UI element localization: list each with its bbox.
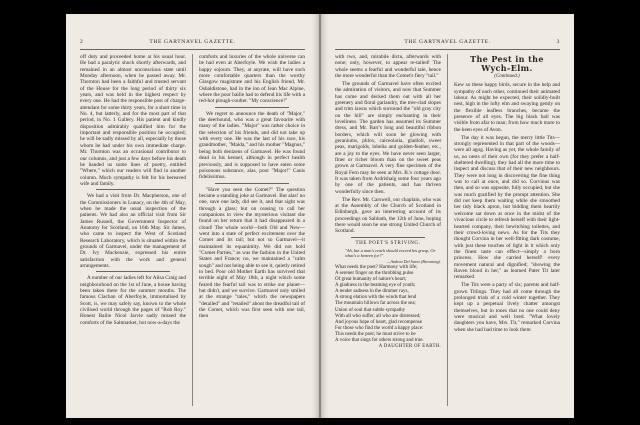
column-rule (447, 54, 448, 406)
paragraph: Kew so these happy birds, secure in the help and sympathy of each other, continued their animated labour. As might be expected, their solidly-built nest, high in the lofty elm and swaying gently on the flexible leafless branches, became the presence of all eyes. The big black ball was visible from afar to man; from how much more to the keen eyes of Avon. (454, 82, 560, 133)
section-separator (351, 237, 425, 238)
paragraph: off duty and proceeded home at his usual hour. He had a paralytic shock shortly afterwards, and remained in an almost unconscious state until Monday afternoon, when he passed away. Mr. Thornton had been a faithful and trusted servant of the House for the long period of thirty six years, and was held in the highest respect by every one. He had the responsible post of charge-attendant for some thirty years, for a short time in No. 4, but latterly, and for the most part of that period, in No. 1 Gallery. His patient and kindly disposition admirably qualified him for the important and responsible position he occupied; he will be sadly missed by all, especially by those whom he had under his own immediate charge. Mr. Thornton was an occasional contributor to our columns, and just a few days before his death he handed us some lines of poetry, entitled "Where," which our readers will find in another column. Much sympathy is felt for his bereaved wife and family. (80, 54, 186, 187)
paragraph: with two, and, mirabile dictu, afterwards with none; only, however, to appear re-tailed! The whole seems a fearful and wonderful tale, hence the more wonderful than the Comet's fiery "tail." (335, 54, 441, 80)
poem-line: With all who suffer, all who are distressed; (335, 313, 421, 319)
poem-signature: A DAUGHTER OF EARTH. (378, 344, 441, 350)
paragraph: The Tits were a party of six; parents and half-grown Titlings. They had all come through the prolonged trials of a cold winter together. They kept up a perpetual lively chatter amongst themselves, but in tones that no one could deny were musical and well bred. "What lovely daughters you have, Mrs. Tit," remarked Corvina when she had had time to look them (454, 282, 560, 333)
paragraph: A number of our ladies left for Ailsa Craig and neighbourhood on the 1st of June, a house having been taken there for the summer months. The famous Clachan of Aberfoyle, immortalised by Scott, is, we may safely say, known to the whole civilised world through the pages of "Rob Roy." Honest Bailie Nicol Jarvie sadly missed the comforts of the Saltmarket, but now-a-days the (80, 275, 186, 326)
column-rule (192, 54, 193, 406)
left-column-2 (199, 54, 305, 410)
section-separator (96, 271, 170, 272)
poem-title: THE POET'S STRIVING. (355, 240, 421, 246)
poem-line: And joyous hope of heart, glad recompense (335, 319, 423, 325)
section-separator (215, 183, 289, 184)
poem-line: For those who find the world a happy place: (335, 325, 424, 331)
poem-line: A gladness in the beaming eye of youth; (335, 283, 416, 289)
right-page (321, 14, 574, 418)
paragraph: We regret to announce the death of "Major," the deerhound, who was a great favourite with many of the ladies. "Major" was rather choice in the selection of his friends, and did not take up with every one. He was the last of his race, his grandmother, "Maida," and his mother "Magnus," being both denizens of Gartnavel. He was found dead in his kennel, although in perfect health previously, and is supposed to have eaten some poisonous substance, alas, poor "Major!" Canis fidelissimus. (199, 110, 305, 181)
poem-line: What needs the poet? Harmony with life; (335, 264, 418, 270)
paragraph: "Have you seen the Comet?" The question became a standing joke at Gartnavel. But alas! no one, save one lady, did see it, and that sight was through a glass; but on ceasing to call her companions to view the mysterious visitant she found on her return that it had disappeared in a cloud! The whole world—both Old and New—went into a state of perfect excitement over the Comet and its tail; but not so Gartnavel—it maintained its equanimity. We did not hold "Comet Parties," as was the fashion in the United States and France; no, we maintained a "calm sough" and not being able to see it, quietly retired to bed. Poor old Mother Earth has survived that terrible night of May 18th, a night which some feared the fearful tail was to strike our planet—but didn't, and we survive. Gartnavel only smiled at the strange "tales," which the newspapers "detailed" and "retailed" about the dreadful tail of the Comet, which was first seen with one tail, then (199, 186, 305, 320)
poem-line: A strong elation with the winds that lend (335, 295, 417, 301)
page-number: 2 (80, 39, 84, 45)
poem-line: The mountain billows far across the sea; (335, 301, 416, 307)
left-page (66, 14, 319, 418)
right-column-2 (454, 54, 560, 410)
left-page-header (80, 39, 305, 49)
section-separator (96, 189, 170, 190)
story-title: The Pest in the Wych-Elm. (470, 54, 544, 73)
section-separator (215, 107, 289, 108)
paragraph: comforts and luxuries of the whole universe can be had even at Aberfoyle. We wish the ladies a happy sojourn. They, at anyrate, will have such more comfortable quarters than the worthy Glasgow magistrate and his English friend, Mr. Osbaldistone, had in the inn of Jean Mac Alpine, where the poor bailie had to defend his life with a red-hot plough-coulter. "My conscience!" (199, 54, 305, 105)
paragraph: The Rev. Mr. Carswell, our chaplain, who was at the Assembly of the Church of Scotland in Edinburgh, gave an interesting account of its proceedings on Sabbath, the 12th of June, hoping there would soon be one strong United Church of Scotland. (335, 196, 441, 235)
paragraph: The day it was begun, the merry little Tits—strongly represented in that part of the woods—were all agog. Having as yet, the whole family of us, no nests of their own (for they prefer a half-sheltered dwelling), they had all the more time to inspect and discuss that of their new neighbours. They were not long in discovering the fine thing was to call at once, and did so. Corvinus was then, and so was opposite, fully occupied, but she was much gratified by the prompt attention. She did not keep them waiting while she smoothed her tidy black apron, but bidding them heartily welcome sat down at once in the midst of the vivacious circle to refresh herself with their light-hearted company, their bewitching toilettes, and their crowd-loving news. As for the Tits they thought Corvina in her well-fitting dark costume, with just these touches of light in it which only the finest taste can effect—simply a born princess. How she carried herself! every movement natural and dignified; "showing the Raven blood in her," as learned Pater Tit later remarked. (454, 134, 560, 281)
poem-body (335, 265, 441, 344)
poem-line: This needs the poet; he must strive to be (335, 331, 416, 337)
running-title: THE GARTNAVEL GAZETTE. (149, 39, 236, 45)
poem-line: A serener finger on the throbbing pulse (335, 271, 414, 276)
poem-epigraph-attribution: —Andrea Del Sarto (Browning). (386, 258, 441, 264)
left-column-1 (80, 54, 186, 410)
right-column-1 (335, 54, 441, 410)
header-rule (80, 49, 305, 50)
poem-line: Of great humanity of nature's heart; (335, 277, 407, 283)
page-number: 3 (556, 39, 560, 45)
paragraph: We had a visit from Dr. Macpherson, one of the Commissioners in Lunacy, on the 4th of May, when he made the usual inspection of the patients. We had also an official visit from Sir James Russell, the Government Inspector of Anatomy for Scotland, on 16th May. Sir James, who came to inspect the West of Scotland Research Laboratory, which is situated within the grounds of Gartnavel, under the management of Dr. Ivy Mackenzie, expressed his entire satisfaction with the work and general arrangements. (80, 193, 186, 269)
story-subtitle: (Continued.) (494, 74, 520, 79)
paragraph: The grounds of Gartnavel have often excited the admiration of visitors, and now that Summer has come and decked them out with all her greenery and floral garlandry, the tree-clad slopes and trim lawns which surround the "old gray city on the hill" are simply enchanting in their loveliness. The garden has assumed its Summer dress, and Mr. Barr's long and beautiful ribbon borders, which will soon be glowing with geraniums, phlox, calceolaria, gladioli, sweet peas, marigolds, lobelia and golden-feather, etc., are a joy to the eyes. We have never seen larger, finer or richer bloom than on the sweet peas grown at Gartnavel. A very fine specimen of the Royal Fern may be seen at Mrs. B.'s cottage door. It was taken from Ardrishaig some four years ago by one of the patients, and has thriven wonderfully since then. (335, 80, 441, 195)
right-page-header (335, 39, 560, 49)
running-title: THE GARTNAVEL GAZETTE. (404, 39, 491, 45)
poem-line: Union of soul that subtle sympathy (335, 307, 406, 313)
poem-epigraph: "Ah, but a man's reach should exceed his grasp, Or what's a heaven for?" (345, 248, 436, 259)
poem-line: A tender sadness in the dimmer rays, (335, 289, 409, 295)
poem-line: A voice that sings for others strong and true. (335, 338, 424, 344)
header-rule (335, 49, 560, 50)
